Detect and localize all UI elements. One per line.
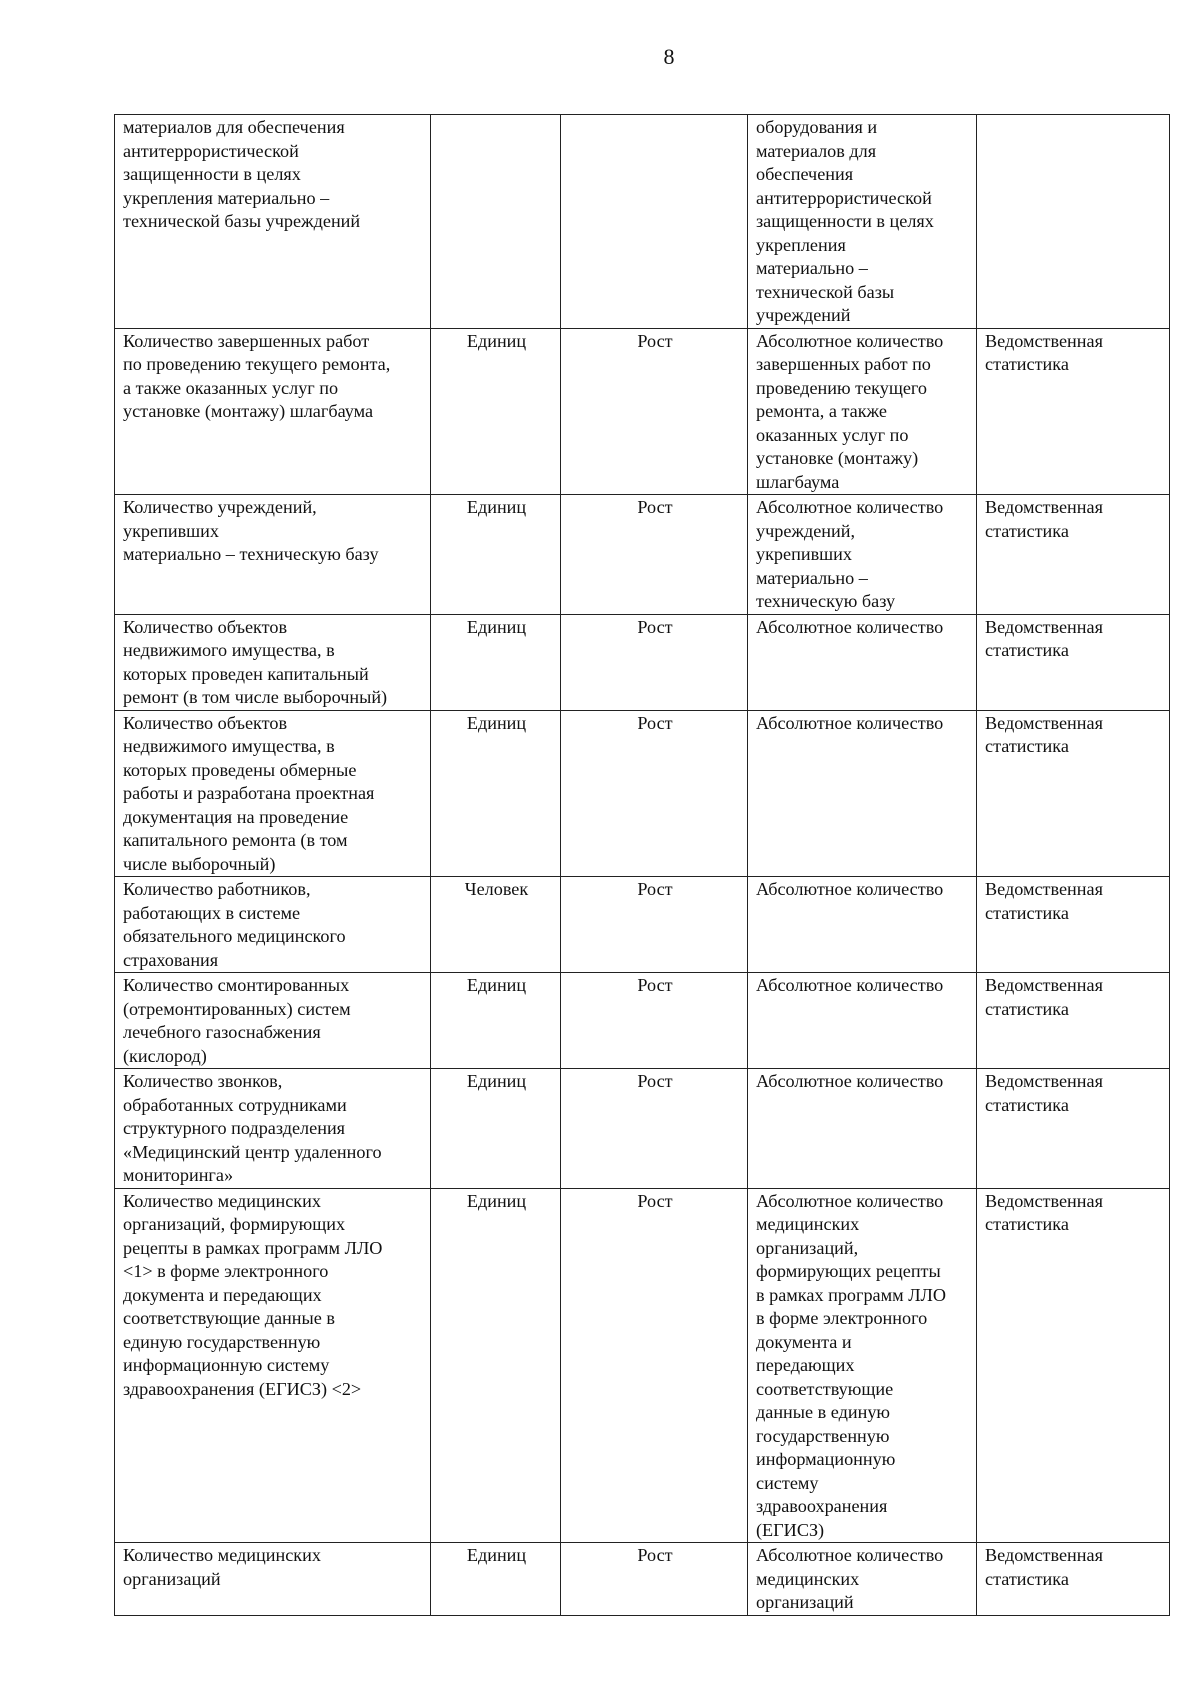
table-row [115, 328, 1170, 495]
unit-cell: Единиц [431, 710, 561, 877]
indicator-name-cell: Количество объектов недвижимого имущества, в которых проведены обмерные работы и разработана проектная документация на проведение капитального ремонта (в том числе выборочный) [115, 710, 431, 877]
table-row [115, 115, 1170, 329]
unit-cell: Человек [431, 877, 561, 973]
indicator-name-cell: Количество медицинских организаций [115, 1543, 431, 1616]
trend-cell: Рост [561, 1543, 748, 1616]
data-source-cell: Ведомственная статистика [977, 1543, 1170, 1616]
table-row [115, 877, 1170, 973]
trend-cell: Рост [561, 710, 748, 877]
data-source-cell: Ведомственная статистика [977, 614, 1170, 710]
unit-cell: Единиц [431, 614, 561, 710]
calculation-method-cell: Абсолютное количество медицинских организаций, формирующих рецепты в рамках программ ЛЛО в форме электронного документа и передающих соответствующие данные в единую государственную информационную систему здравоохранения (ЕГИСЗ) [748, 1188, 977, 1543]
indicator-name-cell: Количество медицинских организаций, формирующих рецепты в рамках программ ЛЛО <1> в форме электронного документа и передающих соответствующие данные в единую государственную информационную систему здравоохранения (ЕГИСЗ) <2> [115, 1188, 431, 1543]
calculation-method-cell: Абсолютное количество [748, 877, 977, 973]
trend-cell: Рост [561, 1069, 748, 1189]
indicator-name-cell: материалов для обеспечения антитеррористической защищенности в целях укрепления материально – технической базы учреждений [115, 115, 431, 329]
trend-cell: Рост [561, 877, 748, 973]
unit-cell: Единиц [431, 328, 561, 495]
table-row [115, 1188, 1170, 1543]
trend-cell: Рост [561, 495, 748, 615]
trend-cell: Рост [561, 328, 748, 495]
data-source-cell: Ведомственная статистика [977, 495, 1170, 615]
calculation-method-cell: Абсолютное количество [748, 973, 977, 1069]
unit-cell: Единиц [431, 1188, 561, 1543]
calculation-method-cell: Абсолютное количество завершенных работ по проведению текущего ремонта, а также оказанных услуг по установке (монтажу) шлагбаума [748, 328, 977, 495]
unit-cell: Единиц [431, 973, 561, 1069]
unit-cell: Единиц [431, 495, 561, 615]
calculation-method-cell: Абсолютное количество [748, 614, 977, 710]
table-row [115, 710, 1170, 877]
calculation-method-cell: Абсолютное количество учреждений, укрепивших материально – техническую базу [748, 495, 977, 615]
data-source-cell: Ведомственная статистика [977, 1188, 1170, 1543]
indicator-name-cell: Количество работников, работающих в системе обязательного медицинского страхования [115, 877, 431, 973]
data-source-cell: Ведомственная статистика [977, 328, 1170, 495]
indicator-name-cell: Количество учреждений, укрепивших материально – техническую базу [115, 495, 431, 615]
data-source-cell: Ведомственная статистика [977, 877, 1170, 973]
indicator-name-cell: Количество завершенных работ по проведению текущего ремонта, а также оказанных услуг по установке (монтажу) шлагбаума [115, 328, 431, 495]
page-number: 8 [663, 44, 675, 69]
indicator-name-cell: Количество объектов недвижимого имущества, в которых проведен капитальный ремонт (в том числе выборочный) [115, 614, 431, 710]
data-source-cell: Ведомственная статистика [977, 710, 1170, 877]
indicator-name-cell: Количество звонков, обработанных сотрудниками структурного подразделения «Медицинский центр удаленного мониторинга» [115, 1069, 431, 1189]
indicators-table [114, 114, 1170, 1616]
calculation-method-cell: Абсолютное количество [748, 1069, 977, 1189]
unit-cell: Единиц [431, 1069, 561, 1189]
data-source-cell: Ведомственная статистика [977, 1069, 1170, 1189]
unit-cell [431, 115, 561, 329]
indicator-name-cell: Количество смонтированных (отремонтированных) систем лечебного газоснабжения (кислород) [115, 973, 431, 1069]
calculation-method-cell: Абсолютное количество медицинских организаций [748, 1543, 977, 1616]
data-source-cell [977, 115, 1170, 329]
table-row [115, 1543, 1170, 1616]
data-source-cell: Ведомственная статистика [977, 973, 1170, 1069]
trend-cell: Рост [561, 973, 748, 1069]
trend-cell: Рост [561, 614, 748, 710]
table-row [115, 495, 1170, 615]
trend-cell: Рост [561, 1188, 748, 1543]
calculation-method-cell: оборудования и материалов для обеспечения антитеррористической защищенности в целях укрепления материально – технической базы учреждений [748, 115, 977, 329]
table-row [115, 614, 1170, 710]
table-row [115, 973, 1170, 1069]
calculation-method-cell: Абсолютное количество [748, 710, 977, 877]
unit-cell: Единиц [431, 1543, 561, 1616]
table-row [115, 1069, 1170, 1189]
trend-cell [561, 115, 748, 329]
